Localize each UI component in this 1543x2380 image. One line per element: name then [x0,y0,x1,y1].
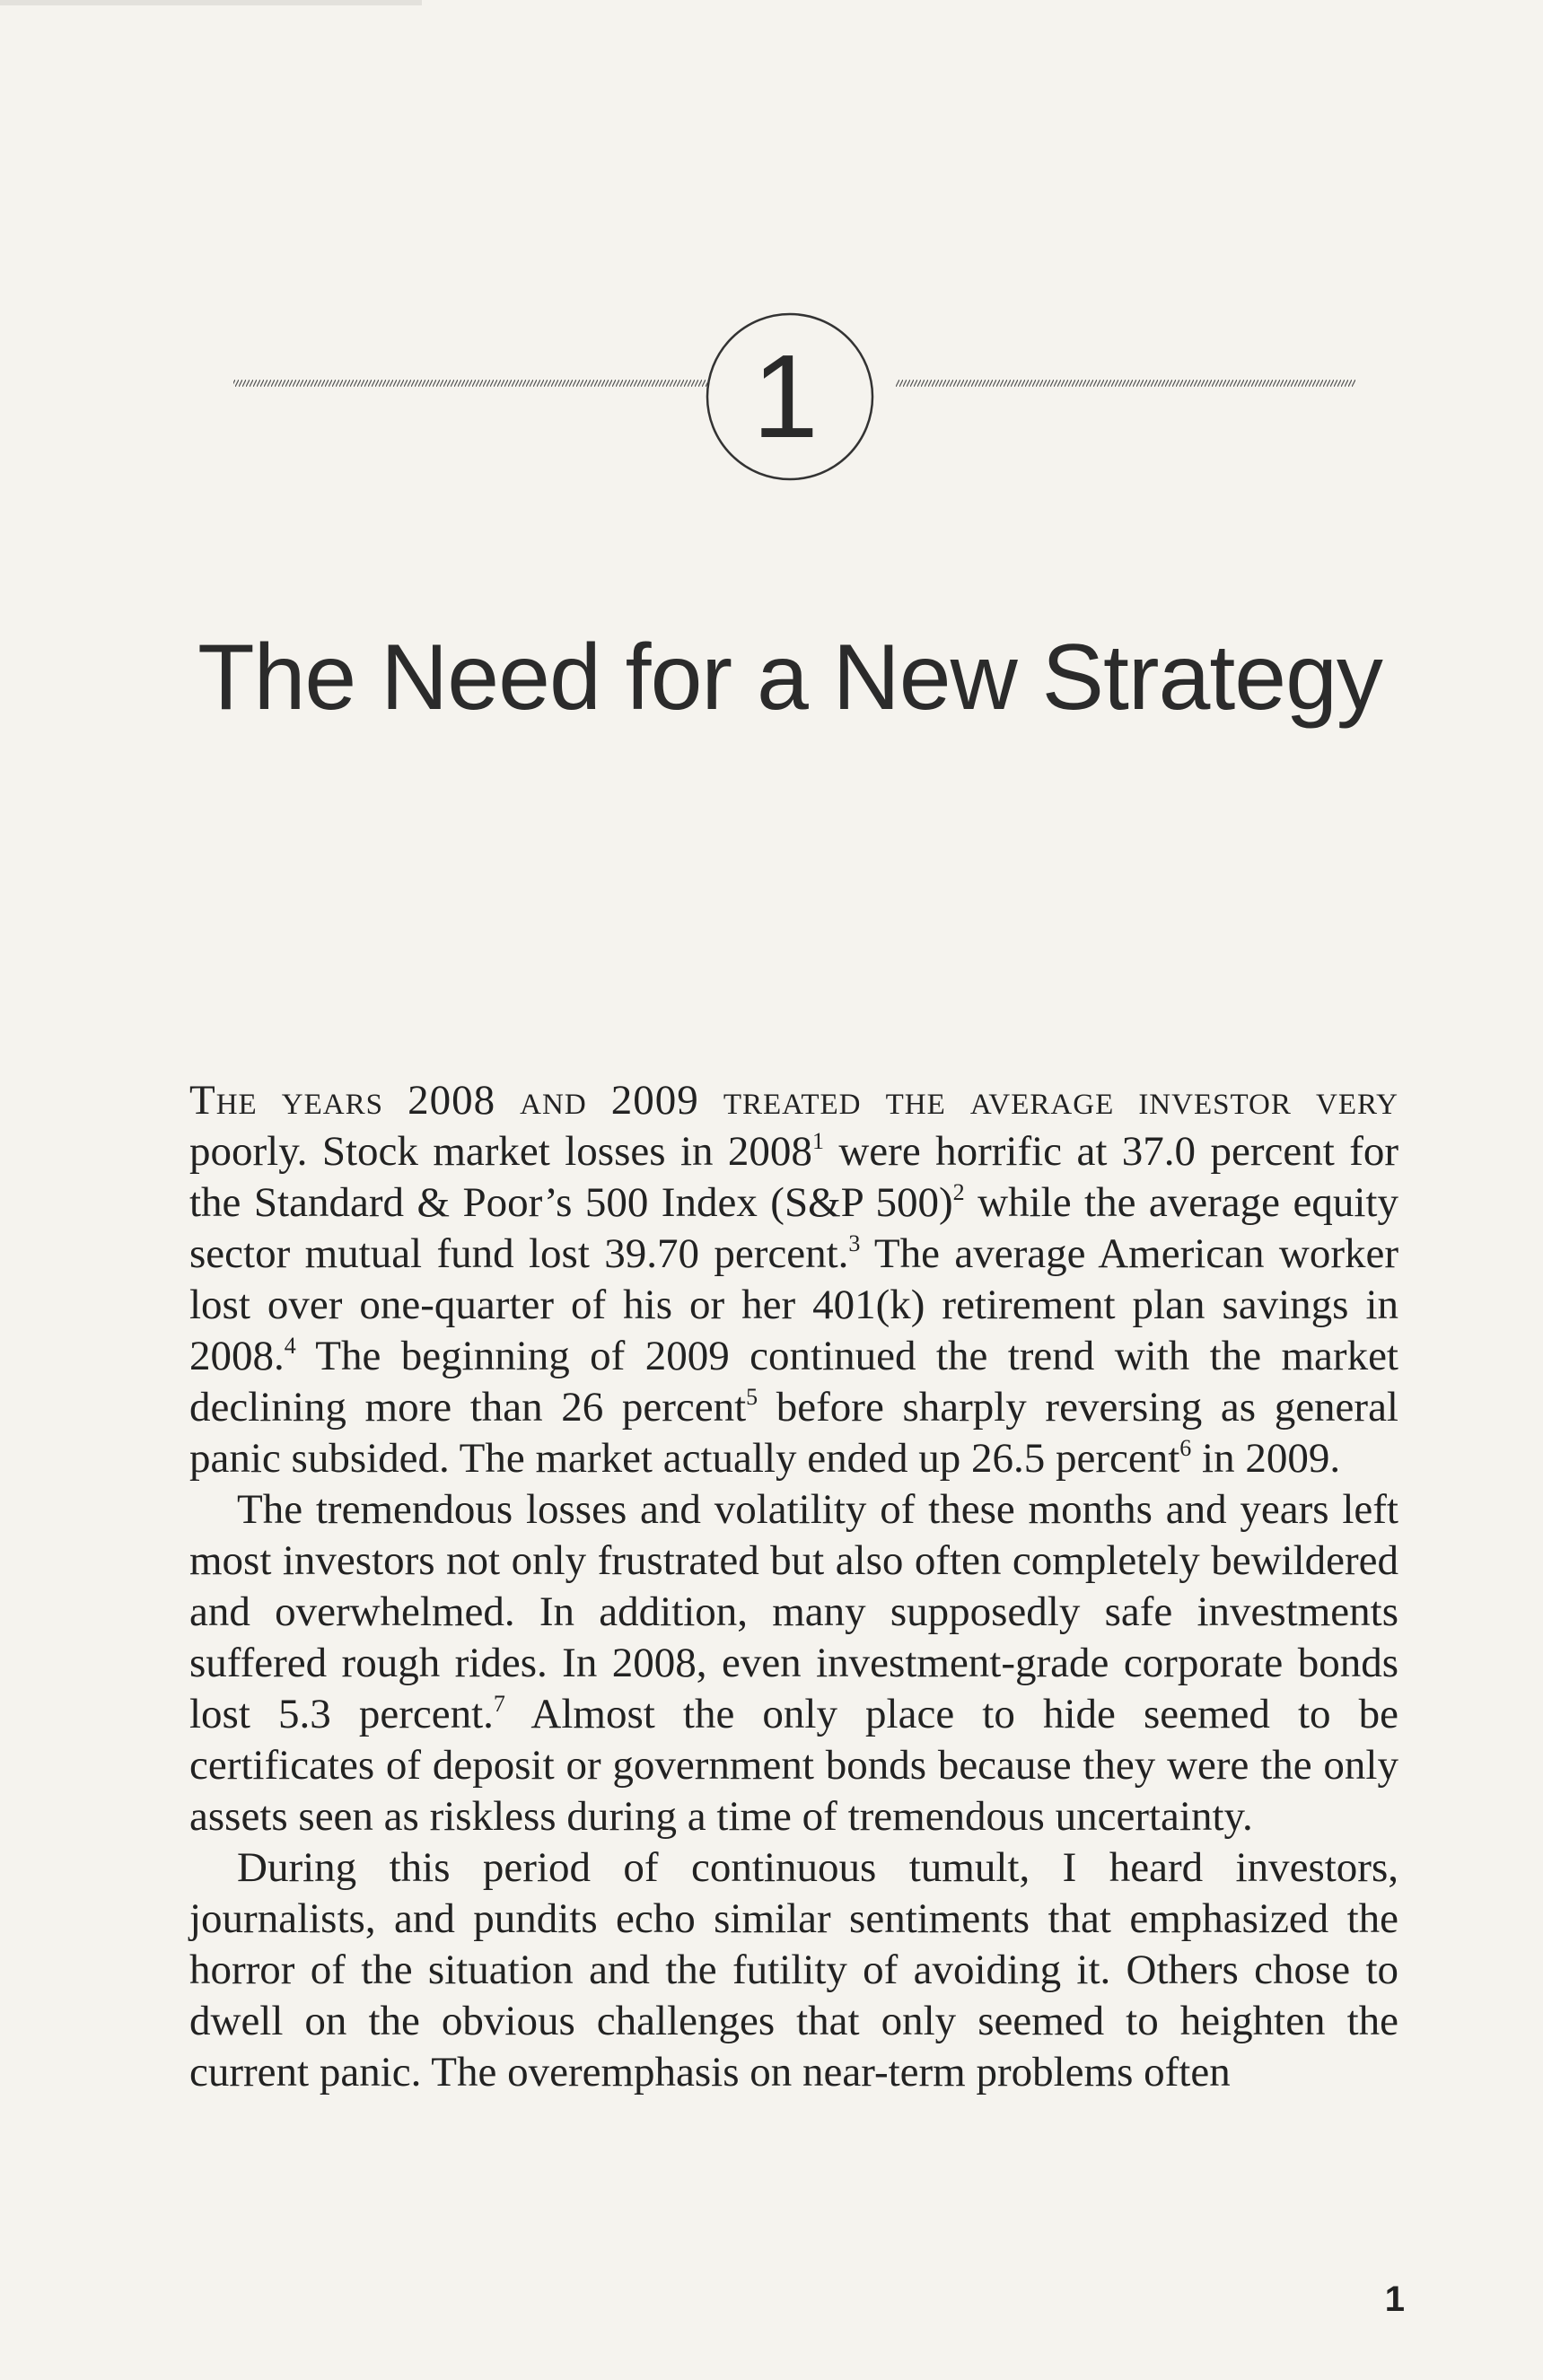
paragraph-text: During this period of continuous tumult, I heard investors, journalists, and pundits echo similar sentiments that emphasized the horror of the situation and the futility of avoiding it. Others chose to dwell on the obvious challenges that only seemed to heighten the current panic. The overemphasis on near-term problems often [189,1844,1398,2096]
paragraph-text: The beginning of 2009 continued the trend with the market declining more than 26 percent [189,1333,1398,1431]
body-text [189,1075,1398,2098]
paragraph-text: before sharply reversing as general panic subsided. The market actually ended up 26.5 percent [189,1384,1398,1482]
paragraph-text: Almost the only place to hide seemed to be certificates of deposit or government bonds because they were the only assets seen as riskless during a time of tremendous uncertainty. [189,1691,1398,1840]
right-hatched-rule [896,380,1355,387]
paragraph-text: The average American worker lost over one-quarter of his or her 401(k) retirement plan savings in 2008. [189,1230,1398,1379]
footnote-marker: 5 [746,1384,758,1410]
paragraph-text: in 2009. [1191,1435,1341,1482]
chapter-number: 1 [752,330,819,462]
paragraph-text: while the average equity sector mutual fund lost 39.70 percent. [189,1179,1398,1277]
footnote-marker: 6 [1179,1435,1192,1461]
paragraph-text: were horrific at 37.0 percent for the Standard & Poor’s 500 Index (S&P 500) [189,1128,1398,1226]
paragraph-text: poorly. Stock market losses in 2008 [189,1128,812,1175]
footnote-marker: 3 [848,1230,861,1256]
paragraph-lead-small-caps: The years 2008 and 2009 treated the average investor very [189,1077,1398,1124]
paragraph [189,1075,1398,1484]
footnote-marker: 4 [284,1333,296,1359]
paragraph [189,1484,1398,1842]
left-hatched-rule [233,380,707,387]
paragraph [189,1842,1398,2098]
paragraph-text: The tremendous losses and volatility of these months and years left most investors not only frustrated but also often completely bewildered and overwhelmed. In addition, many supposedly safe investments suffered rough rides. In 2008, even investment-grade corporate bonds lost 5.3 percent. [189,1486,1398,1737]
footnote-marker: 7 [493,1691,505,1717]
footnote-marker: 1 [811,1128,824,1154]
chapter-title: The Need for a New Strategy [197,626,1382,730]
page-edge-shadow [0,0,422,5]
page-number: 1 [1384,2279,1405,2319]
footnote-marker: 2 [952,1179,965,1205]
